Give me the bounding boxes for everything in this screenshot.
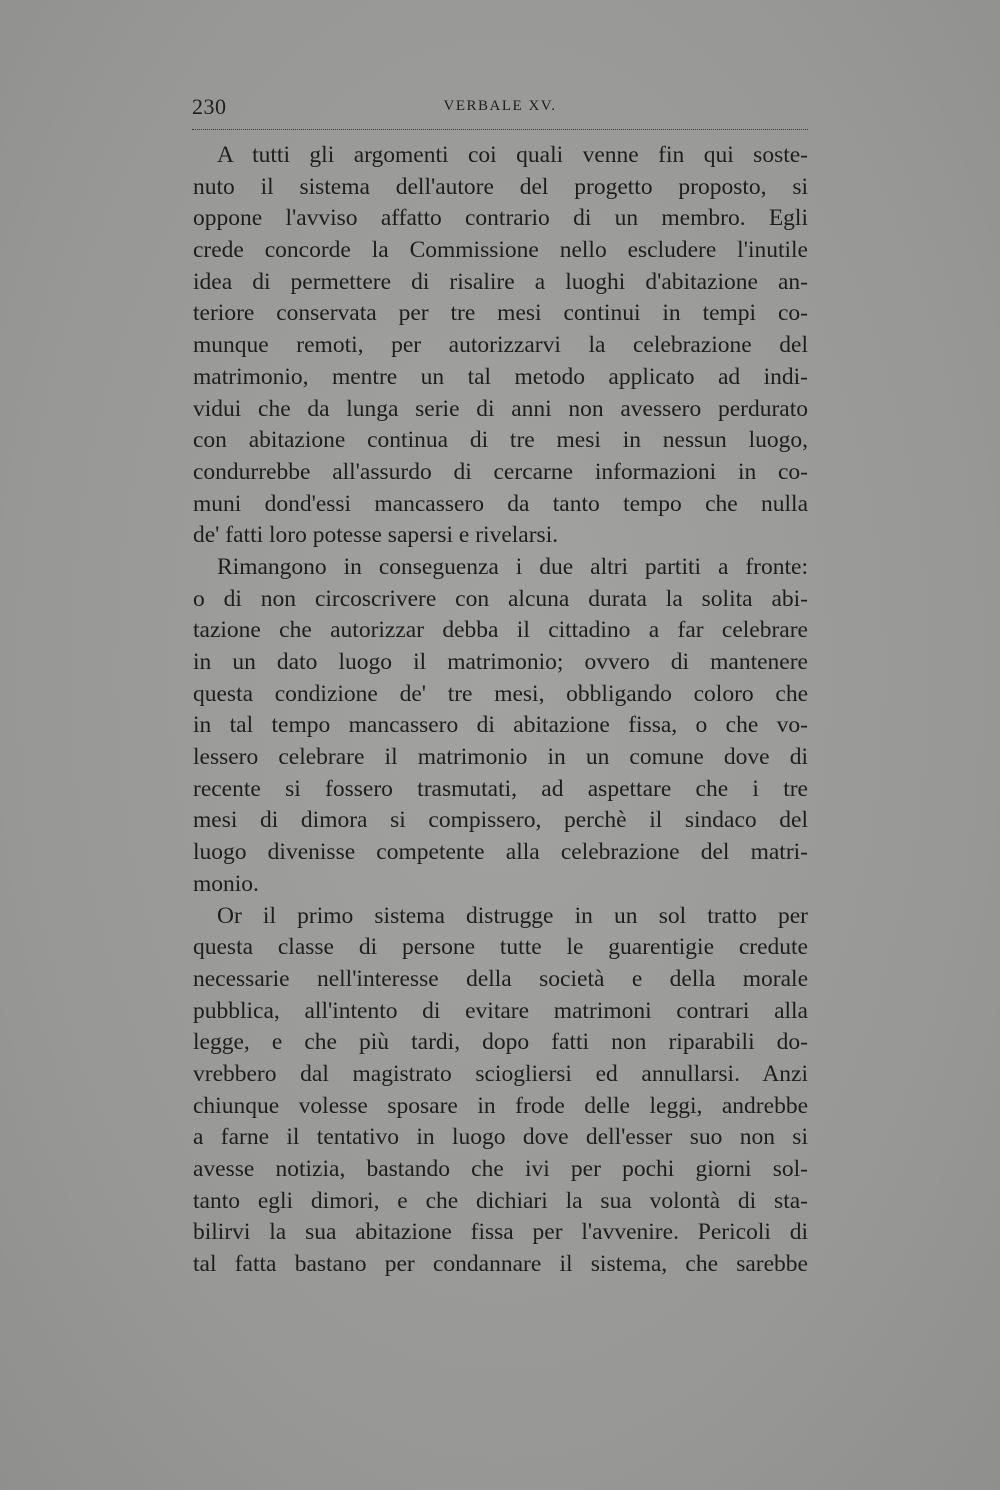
text-line: chiunque volesse sposare in frode delle leggi, andrebbe: [193, 1092, 808, 1119]
text-line: a farne il tentativo in luogo dove dell'esser suo non si: [193, 1124, 808, 1151]
text-line: Or il primo sistema distrugge in un sol tratto per: [217, 902, 808, 929]
text-line: oppone l'avviso affatto contrario di un membro. Egli: [193, 205, 808, 232]
paragraph: [193, 140, 808, 552]
text-line: teriore conservata per tre mesi continui in tempi co-: [193, 300, 808, 327]
text-line: questa classe di persone tutte le guarentigie credute: [193, 934, 808, 961]
text-line: recente si fossero trasmutati, ad aspettare che i tre: [193, 775, 808, 802]
text-line: matrimonio, mentre un tal metodo applicato ad indi-: [193, 363, 808, 390]
text-line: necessarie nell'interesse della società e della morale: [193, 965, 808, 992]
text-line: munque remoti, per autorizzarvi la celebrazione del: [193, 332, 808, 359]
text-line: de' fatti loro potesse sapersi e rivelarsi.: [193, 522, 559, 549]
text-line: legge, e che più tardi, dopo fatti non riparabili do-: [193, 1029, 808, 1056]
text-line: questa condizione de' tre mesi, obbligando coloro che: [193, 680, 808, 707]
text-line: in un dato luogo il matrimonio; ovvero di mantenere: [193, 649, 808, 675]
header-rule: [192, 129, 808, 130]
text-line: Rimangono in conseguenza i due altri partiti a fronte:: [217, 553, 808, 580]
text-line: condurrebbe all'assurdo di cercarne informazioni in co-: [193, 458, 808, 485]
text-line: o di non circoscrivere con alcuna durata la solita abi-: [193, 585, 808, 612]
text-line: vidui che da lunga serie di anni non avessero perdurato: [193, 395, 808, 422]
running-title: VERBALE XV.: [443, 98, 557, 114]
text-line: tazione che autorizzar debba il cittadino a far celebrare: [193, 617, 808, 644]
paragraph: [193, 552, 808, 901]
running-head: [192, 94, 808, 124]
text-line: pubblica, all'intento di evitare matrimoni contrari alla: [193, 997, 808, 1024]
text-line: muni dond'essi mancassero da tanto tempo che nulla: [193, 490, 808, 517]
text-line: mesi di dimora si compissero, perchè il sindaco del: [193, 807, 808, 834]
text-line: monio.: [193, 870, 259, 897]
text-line: in tal tempo mancassero di abitazione fissa, o che vo-: [193, 712, 808, 739]
text-line: lessero celebrare il matrimonio in un comune dove di: [193, 744, 808, 771]
text-line: crede concorde la Commissione nello escludere l'inutile: [193, 237, 808, 264]
text-line: nuto il sistema dell'autore del progetto proposto, si: [193, 173, 808, 200]
text-line: tal fatta bastano per condannare il sistema, che sarebbe: [193, 1251, 808, 1278]
text-line: bilirvi la sua abitazione fissa per l'avvenire. Pericoli di: [193, 1219, 808, 1246]
text-line: tanto egli dimori, e che dichiari la sua volontà di sta-: [193, 1187, 808, 1214]
page-number: 230: [192, 94, 227, 119]
text-line: vrebbero dal magistrato sciogliersi ed annullarsi. Anzi: [193, 1060, 808, 1087]
paragraph: [193, 901, 808, 1281]
text-line: idea di permettere di risalire a luoghi d'abitazione an-: [193, 268, 808, 295]
text-line: avesse notizia, bastando che ivi per pochi giorni sol-: [193, 1156, 808, 1182]
text-line: con abitazione continua di tre mesi in nessun luogo,: [193, 427, 808, 454]
body-text: [193, 140, 808, 1281]
text-line: A tutti gli argomenti coi quali venne fin qui soste-: [217, 142, 808, 168]
text-line: luogo divenisse competente alla celebrazione del matri-: [193, 839, 808, 866]
